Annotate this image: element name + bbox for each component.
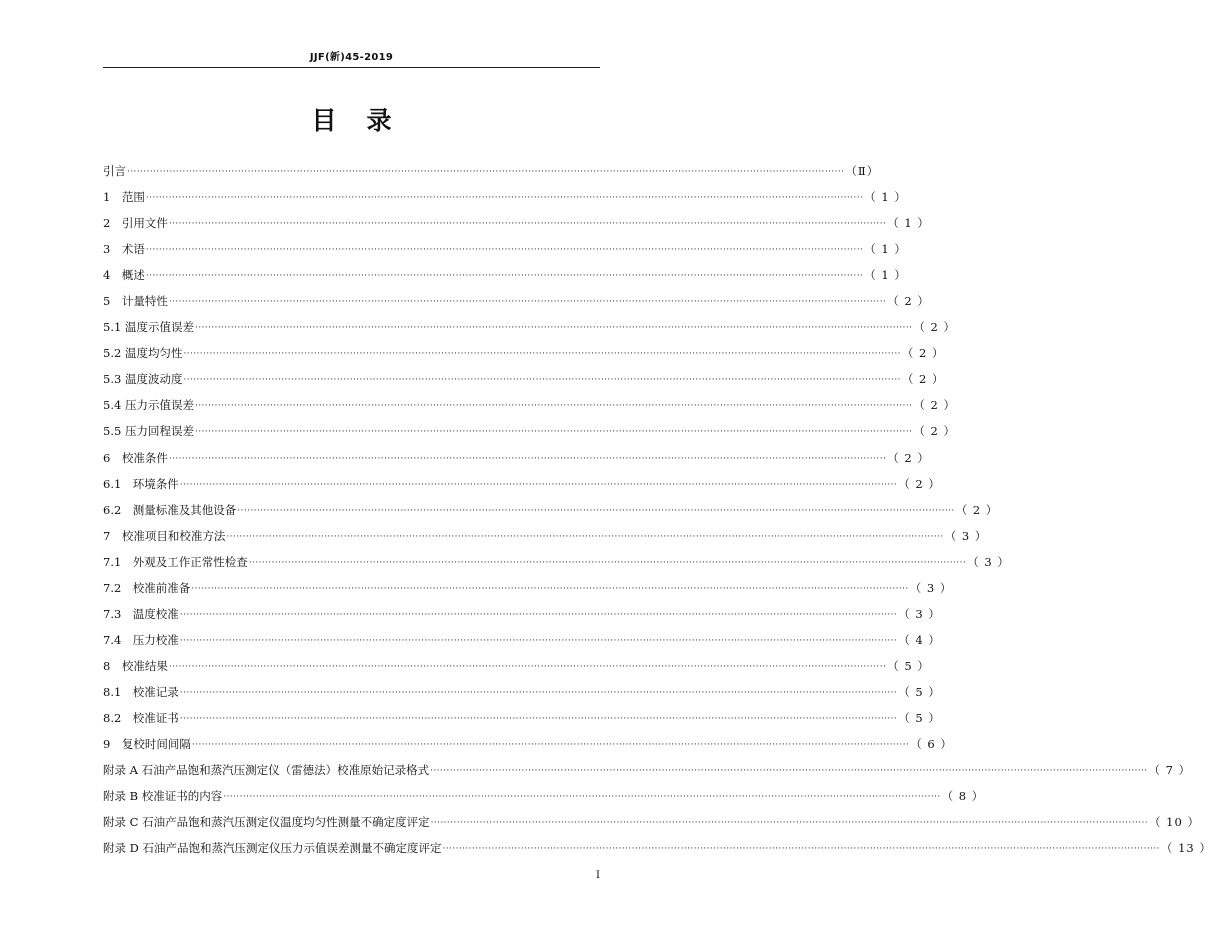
- page-header: [103, 45, 600, 68]
- toc-entry-page: （ 1 ）: [864, 190, 907, 205]
- toc-entry[interactable]: [103, 757, 1192, 783]
- toc-entry-page: （ 2 ）: [901, 372, 945, 387]
- toc-entry[interactable]: [103, 236, 907, 262]
- toc-leader-dots: ····························································································································································································································: [430, 818, 1148, 829]
- toc-entry[interactable]: [103, 497, 999, 523]
- toc-leader-dots: ····························································································································································································································: [191, 740, 910, 751]
- toc-entry-label: 附录 A 石油产品饱和蒸汽压测定仪（雷德法）校准原始记录格式: [103, 763, 430, 778]
- toc-entry-page: （ 2 ）: [887, 450, 930, 465]
- toc-entry-label: 附录 B 校准证书的内容: [103, 789, 223, 804]
- toc-leader-dots: ····························································································································································································································: [226, 531, 944, 542]
- toc-entry[interactable]: [103, 653, 930, 679]
- toc-entry-page: （ 1 ）: [864, 242, 907, 257]
- toc-entry[interactable]: [103, 731, 953, 757]
- toc-leader-dots: ····························································································································································································································: [145, 245, 864, 256]
- toc-entry-label: 附录 C 石油产品饱和蒸汽压测定仪温度均匀性测量不确定度评定: [103, 815, 430, 830]
- toc-entry-page: （ 6 ）: [910, 737, 953, 752]
- toc-entry-page: （ 2 ）: [913, 398, 956, 413]
- toc-leader-dots: ····························································································································································································································: [430, 766, 1148, 777]
- toc-entry[interactable]: [103, 679, 941, 705]
- toc-entry-label: 6.1 环境条件: [103, 476, 179, 491]
- toc-entry-label: 5 计量特性: [103, 294, 168, 309]
- toc-leader-dots: ····························································································································································································································: [194, 427, 913, 438]
- toc-entry[interactable]: [103, 392, 956, 418]
- toc-leader-dots: ····························································································································································································································: [248, 557, 967, 568]
- toc-entry[interactable]: [103, 627, 941, 653]
- toc-entry-label: 7.2 校准前准备: [103, 580, 191, 595]
- toc-entry[interactable]: [103, 184, 907, 210]
- toc-entry-label: 5.1 温度示值误差: [103, 320, 194, 335]
- toc-entry[interactable]: [103, 575, 953, 601]
- toc-entry[interactable]: [103, 523, 988, 549]
- toc-entry[interactable]: [103, 418, 956, 444]
- page-number: I: [596, 870, 600, 881]
- toc-entry[interactable]: [103, 314, 956, 340]
- toc-entry[interactable]: [103, 445, 930, 471]
- toc-entry-label: 5.3 温度波动度: [103, 372, 183, 387]
- toc-entry-page: （ 1 ）: [864, 268, 907, 283]
- toc-entry[interactable]: [103, 809, 1200, 835]
- toc-leader-dots: ····························································································································································································································: [145, 271, 864, 282]
- toc-leader-dots: ····························································································································································································································: [179, 687, 898, 698]
- toc-leader-dots: ····························································································································································································································: [191, 583, 909, 594]
- toc-leader-dots: ····························································································································································································································: [183, 349, 901, 360]
- toc-entry-label: 5.4 压力示值误差: [103, 398, 194, 413]
- toc-entry[interactable]: [103, 158, 880, 184]
- toc-leader-dots: ····························································································································································································································: [145, 193, 864, 204]
- toc-entry-label: 5.2 温度均匀性: [103, 346, 183, 361]
- toc-leader-dots: ····························································································································································································································: [179, 714, 898, 724]
- toc-entry-page: （ 5 ）: [887, 658, 930, 673]
- toc-entry[interactable]: [103, 210, 930, 236]
- toc-leader-dots: ····························································································································································································································: [168, 453, 887, 464]
- toc-entry-page: （ 3 ）: [967, 554, 1010, 569]
- toc-entry[interactable]: [103, 366, 945, 392]
- toc-entry-page: （ 2 ）: [913, 320, 956, 335]
- toc-entry-page: （ 3 ）: [909, 580, 953, 595]
- toc-leader-dots: ····························································································································································································································: [179, 609, 898, 620]
- toc-leader-dots: ····························································································································································································································: [168, 219, 887, 230]
- toc-leader-dots: ····························································································································································································································: [442, 844, 1160, 855]
- toc-entry-page: （ 5 ）: [898, 684, 941, 699]
- toc-entry[interactable]: [103, 340, 945, 366]
- toc-entry-label: 8.2 校准证书: [103, 711, 179, 725]
- toc-entry[interactable]: [103, 835, 1212, 861]
- toc-entry-label: 6.2 测量标准及其他设备: [103, 502, 237, 517]
- toc-entry-page: （Ⅱ）: [845, 164, 880, 179]
- toc-entry-label: 1 范围: [103, 190, 145, 205]
- toc-leader-dots: ····························································································································································································································: [183, 375, 901, 386]
- toc-leader-dots: ····························································································································································································································: [168, 297, 887, 308]
- toc-entry[interactable]: [103, 471, 941, 497]
- toc-entry-label: 引言: [103, 164, 126, 179]
- toc-entry-label: 3 术语: [103, 242, 145, 257]
- toc-leader-dots: ····························································································································································································································: [179, 479, 898, 490]
- toc-entry-label: 附录 D 石油产品饱和蒸汽压测定仪压力示值误差测量不确定度评定: [103, 841, 442, 856]
- toc-entry[interactable]: [103, 262, 907, 288]
- toc-entry-label: 9 复校时间间隔: [103, 737, 191, 752]
- toc-entry-label: 5.5 压力回程误差: [103, 424, 194, 439]
- toc-entry-label: 7 校准项目和校准方法: [103, 528, 226, 543]
- toc-entry-page: （ 8 ）: [941, 789, 985, 804]
- page-title: 目录: [311, 106, 422, 135]
- standard-code: JJF(新)45-2019: [309, 52, 394, 63]
- toc-entry-label: 8.1 校准记录: [103, 684, 179, 699]
- toc-leader-dots: ····························································································································································································································: [194, 323, 913, 334]
- toc-leader-dots: ····························································································································································································································: [168, 661, 887, 672]
- toc-leader-dots: ····························································································································································································································: [194, 401, 913, 412]
- toc-entry-page: （ 4 ）: [898, 632, 941, 647]
- toc-leader-dots: ····························································································································································································································: [127, 167, 845, 178]
- toc-entry-label: 7.3 温度校准: [103, 606, 179, 621]
- toc-entry[interactable]: [103, 549, 1010, 575]
- table-of-contents: [103, 158, 1212, 861]
- toc-entry-page: （ 2 ）: [901, 346, 945, 361]
- toc-entry-page: （ 3 ）: [944, 528, 988, 543]
- toc-leader-dots: ····························································································································································································································: [223, 792, 941, 803]
- toc-entry[interactable]: [103, 288, 930, 314]
- toc-entry-label: 6 校准条件: [103, 450, 168, 465]
- toc-entry[interactable]: [103, 601, 941, 627]
- toc-entry-page: （ 5 ）: [898, 711, 941, 725]
- toc-entry-label: 8 校准结果: [103, 658, 168, 673]
- toc-entry-label: 4 概述: [103, 268, 145, 283]
- toc-entry-page: （ 3 ）: [898, 606, 941, 621]
- toc-entry-page: （ 1 ）: [887, 216, 930, 231]
- toc-entry-label: 7.4 压力校准: [103, 632, 179, 647]
- toc-entry-page: （ 2 ）: [913, 424, 956, 439]
- toc-entry-page: （ 13 ）: [1160, 841, 1212, 856]
- toc-entry[interactable]: [103, 783, 985, 809]
- toc-entry-page: （ 2 ）: [898, 476, 941, 491]
- toc-leader-dots: ····························································································································································································································: [179, 635, 898, 646]
- toc-leader-dots: ····························································································································································································································: [237, 505, 955, 516]
- toc-entry-page: （ 2 ）: [955, 502, 999, 517]
- toc-entry-page: （ 10 ）: [1149, 815, 1200, 830]
- toc-entry-page: （ 7 ）: [1148, 763, 1192, 778]
- toc-entry[interactable]: [103, 705, 941, 731]
- toc-entry-page: （ 2 ）: [887, 294, 930, 309]
- toc-entry-label: 2 引用文件: [103, 216, 168, 231]
- toc-entry-label: 7.1 外观及工作正常性检查: [103, 554, 248, 569]
